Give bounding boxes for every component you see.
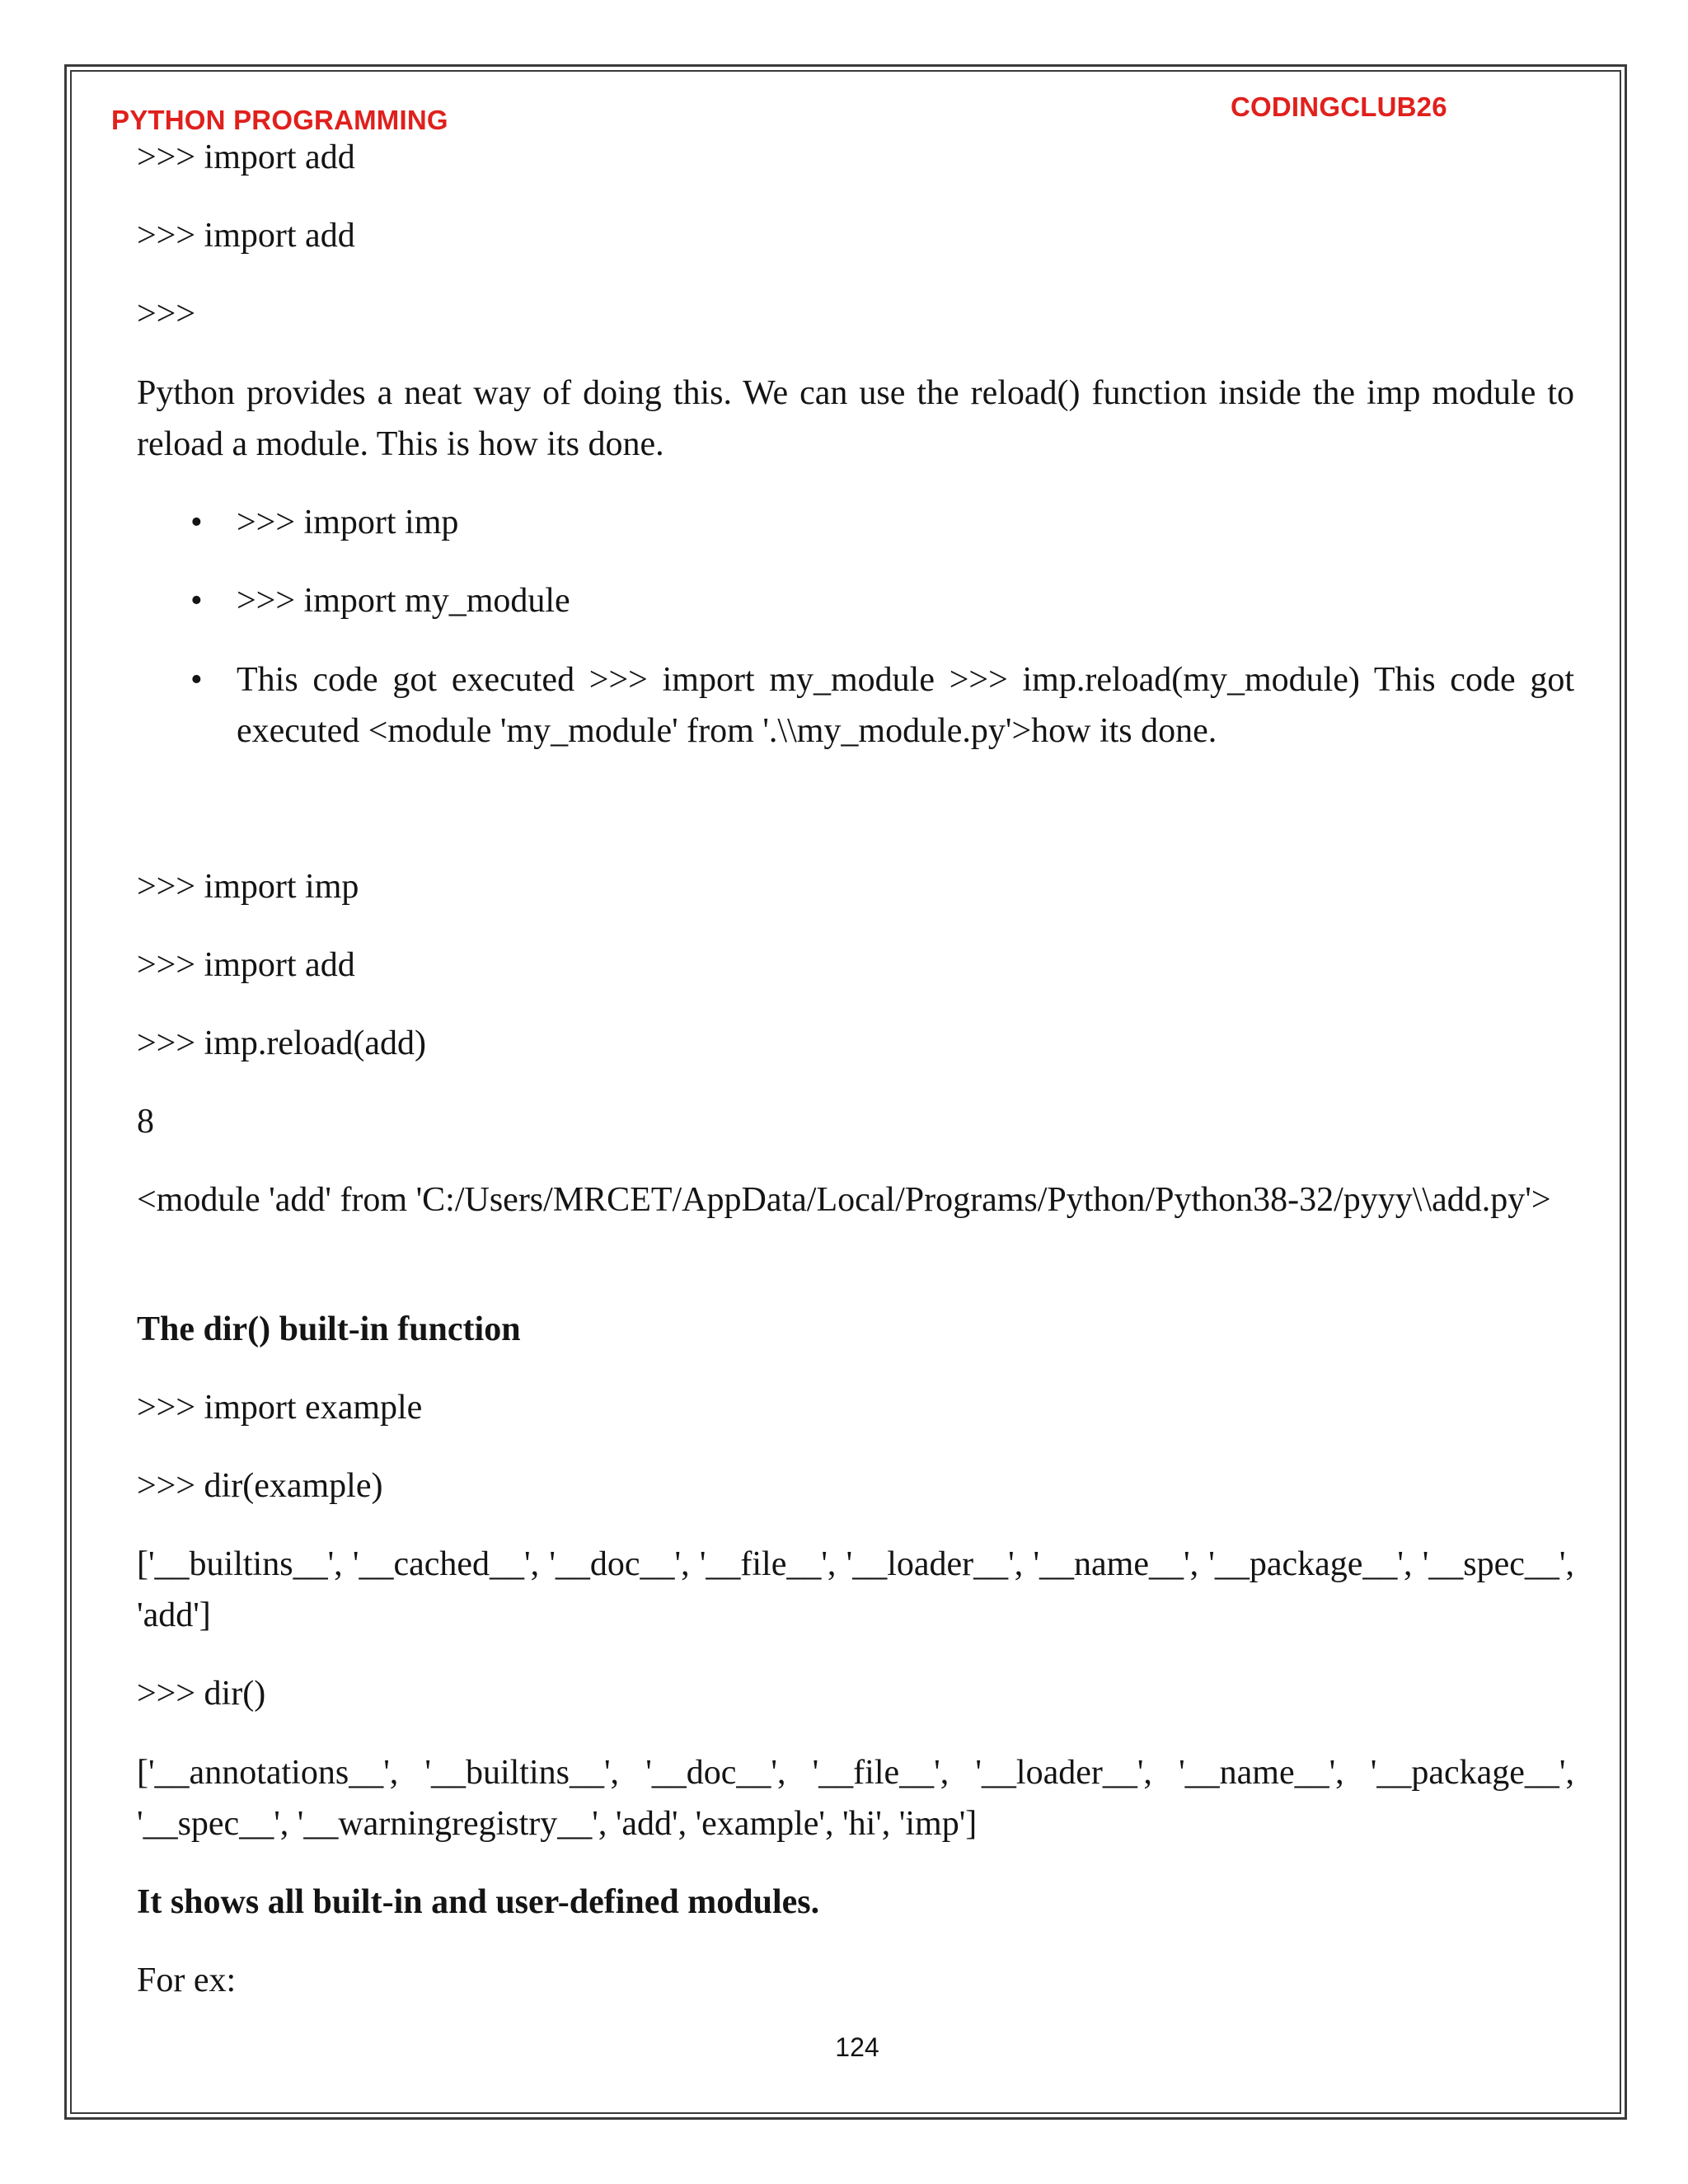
dir-output: ['__annotations__', '__builtins__', '__doc__', '__file__', '__loader__', '__name__', '__package__', '__spec__', '__warningregistry__', 'add', 'example', 'hi', 'imp']: [137, 1754, 1574, 1843]
header-left-title: PYTHON PROGRAMMING: [111, 105, 448, 135]
bullet-dot: •: [190, 582, 203, 620]
code-line: >>> import add: [137, 946, 355, 984]
bullet-dot: •: [190, 504, 203, 541]
code-line: >>> imp.reload(add): [137, 1024, 426, 1062]
page-number: 124: [835, 2032, 879, 2062]
code-line: >>> import imp: [137, 868, 359, 906]
code-line: >>> dir(example): [137, 1467, 383, 1505]
code-line: >>> import add: [137, 138, 355, 176]
for-example-label: For ex:: [137, 1961, 237, 1999]
section-heading: The dir() built-in function: [137, 1310, 521, 1348]
dir-example-output: ['__builtins__', '__cached__', '__doc__', '__file__', '__loader__', '__name__', '__package__', '__spec__', 'add']: [137, 1545, 1574, 1634]
code-line: >>> import example: [137, 1389, 423, 1427]
code-line: >>>: [137, 295, 196, 333]
reload-paragraph: Python provides a neat way of doing this. We can use the reload() function inside the imp module to reload a module. This is how its done.: [137, 374, 1574, 463]
bullet-dot: •: [190, 661, 203, 699]
output-line: 8: [137, 1103, 154, 1141]
code-line: >>> dir(): [137, 1675, 266, 1713]
bullet-text: >>> import my_module: [237, 582, 570, 620]
code-line: >>> import add: [137, 217, 355, 255]
header-right-title: CODINGCLUB26: [1231, 91, 1447, 122]
bold-note: It shows all built-in and user-defined modules.: [137, 1883, 820, 1921]
bullet-text: This code got executed >>> import my_module >>> imp.reload(my_module) This code got executed <module 'my_module' from '.\\my_module.py'>how its done.: [237, 661, 1574, 750]
module-path-output: <module 'add' from 'C:/Users/MRCET/AppData/Local/Programs/Python/Python38-32/pyyy\\add.py'>: [137, 1181, 1551, 1219]
bullet-text: >>> import imp: [237, 504, 459, 541]
